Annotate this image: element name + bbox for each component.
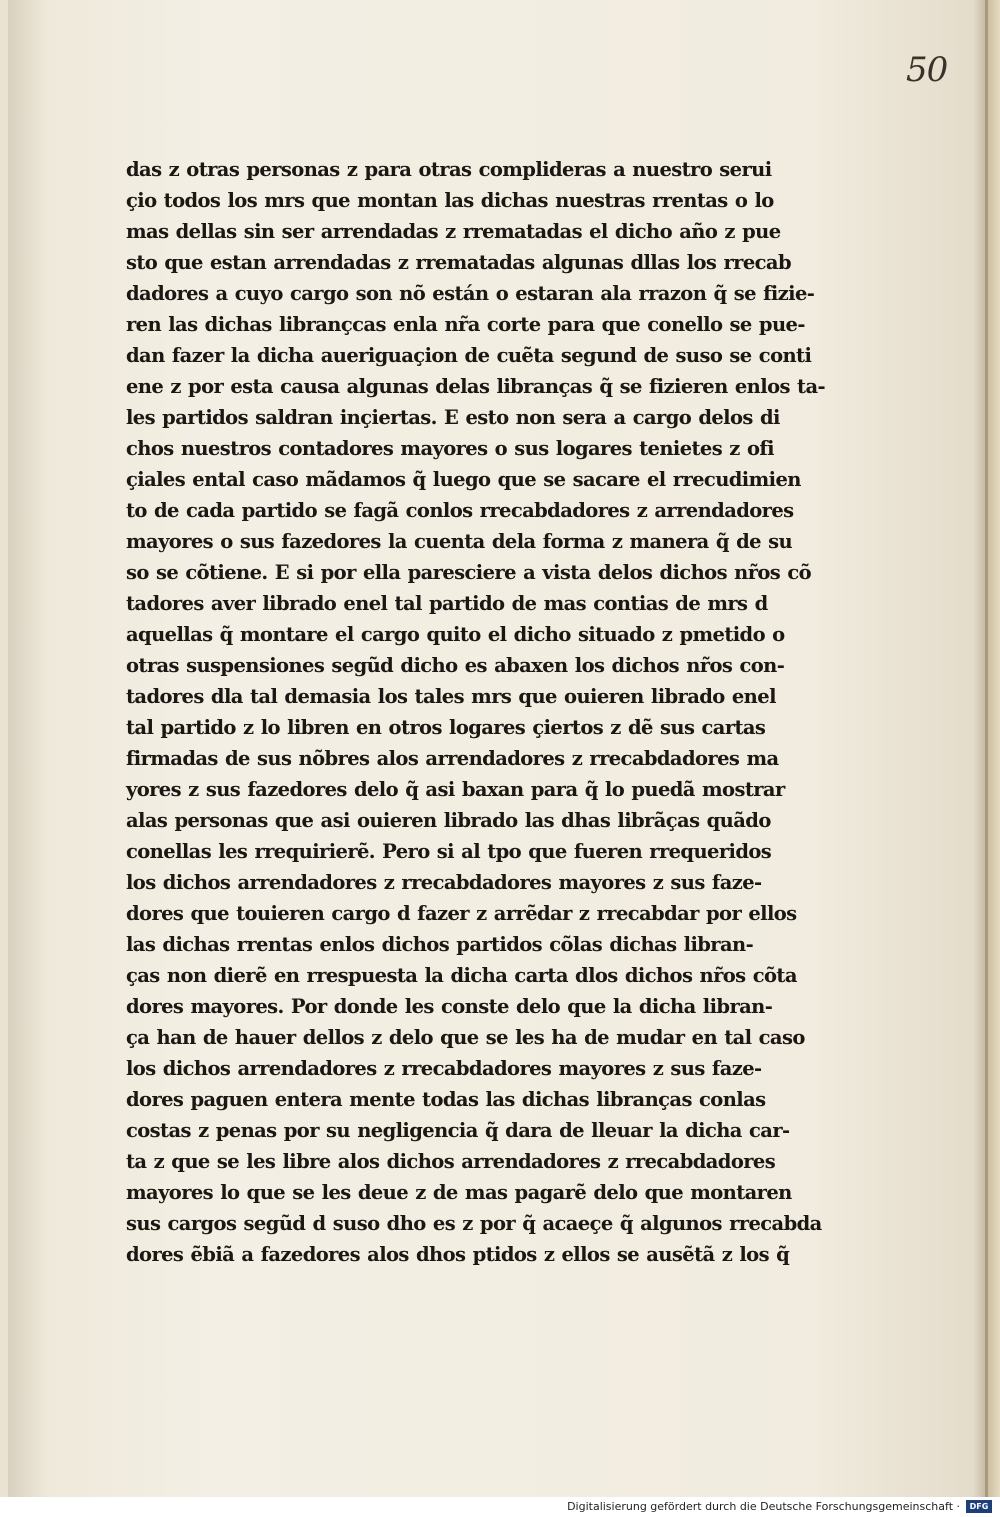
text-line: tadores dla tal demasia los tales mrs que ouieren librado enel	[126, 685, 776, 708]
folio-number: 50	[906, 50, 948, 90]
text-line: los dichos arrendadores z rrecabdadores mayores z sus faze-	[126, 871, 762, 894]
text-block	[126, 154, 825, 1270]
text-line: ças non dierẽ en rrespuesta la dicha carta dlos dichos nr̃os cõta	[126, 964, 797, 987]
text-line: dores paguen entera mente todas las dichas libranças conlas	[126, 1088, 766, 1111]
text-line: dores mayores. Por donde les conste delo que la dicha libran-	[126, 995, 773, 1018]
text-line: das z otras personas z para otras complideras a nuestro serui	[126, 158, 772, 181]
text-line: firmadas de sus nõbres alos arrendadores z rrecabdadores ma	[126, 747, 779, 770]
text-line: alas personas que asi ouieren librado las dhas librãças quãdo	[126, 809, 771, 832]
text-line: ren las dichas librançcas enla nr̃a corte para que conello se pue-	[126, 313, 805, 336]
dfg-logo: DFG	[966, 1500, 992, 1513]
digitization-credit: Digitalisierung gefördert durch die Deutsche Forschungsgemeinschaft ·	[567, 1500, 960, 1513]
text-line: costas z penas por su negligencia q̃ dara de lleuar la dicha car-	[126, 1119, 790, 1142]
text-line: aquellas q̃ montare el cargo quito el dicho situado z pmetido o	[126, 623, 785, 646]
text-line: chos nuestros contadores mayores o sus logares tenietes z ofi	[126, 437, 774, 460]
page-shadow	[988, 0, 1000, 1497]
text-line: dadores a cuyo cargo son nõ están o estaran ala rrazon q̃ se fizie-	[126, 282, 815, 305]
text-line: tadores aver librado enel tal partido de mas contias de mrs d	[126, 592, 768, 615]
text-line: tal partido z lo libren en otros logares çiertos z dẽ sus cartas	[126, 716, 766, 739]
text-line: mayores lo que se les deue z de mas pagarẽ delo que montaren	[126, 1181, 792, 1204]
book-page	[8, 0, 988, 1497]
text-line: ene z por esta causa algunas delas libranças q̃ se fizieren enlos ta-	[126, 375, 825, 398]
text-line: mayores o sus fazedores la cuenta dela forma z manera q̃ de su	[126, 530, 793, 553]
text-line: otras suspensiones segũd dicho es abaxen los dichos nr̃os con-	[126, 654, 785, 677]
text-line: yores z sus fazedores delo q̃ asi baxan para q̃ lo puedã mostrar	[126, 778, 785, 801]
text-line: dores ẽbiã a fazedores alos dhos ptidos z ellos se ausẽtã z los q̃	[126, 1243, 790, 1266]
text-line: so se cõtiene. E si por ella paresciere a vista delos dichos nr̃os cõ	[126, 561, 812, 584]
text-line: sto que estan arrendadas z rrematadas algunas dllas los rrecab	[126, 251, 791, 274]
text-line: sus cargos segũd d suso dho es z por q̃ acaeçe q̃ algunos rrecabda	[126, 1212, 822, 1235]
text-line: ta z que se les libre alos dichos arrendadores z rrecabdadores	[126, 1150, 776, 1173]
text-line: to de cada partido se fagã conlos rrecabdadores z arrendadores	[126, 499, 794, 522]
text-line: los dichos arrendadores z rrecabdadores mayores z sus faze-	[126, 1057, 762, 1080]
footer-bar	[0, 1497, 1000, 1517]
text-line: ça han de hauer dellos z delo que se les ha de mudar en tal caso	[126, 1026, 805, 1049]
text-line: dan fazer la dicha aueriguaçion de cuẽta segund de suso se conti	[126, 344, 812, 367]
text-line: las dichas rrentas enlos dichos partidos cõlas dichas libran-	[126, 933, 754, 956]
text-line: çio todos los mrs que montan las dichas nuestras rrentas o lo	[126, 189, 774, 212]
text-line: dores que touieren cargo d fazer z arrẽdar z rrecabdar por ellos	[126, 902, 797, 925]
text-line: conellas les rrequirierẽ. Pero si al tpo que fueren rrequeridos	[126, 840, 772, 863]
text-line: les partidos saldran inçiertas. E esto non sera a cargo delos di	[126, 406, 780, 429]
text-line: mas dellas sin ser arrendadas z rrematadas el dicho año z pue	[126, 220, 781, 243]
text-line: çiales ental caso mãdamos q̃ luego que se sacare el rrecudimien	[126, 468, 801, 491]
